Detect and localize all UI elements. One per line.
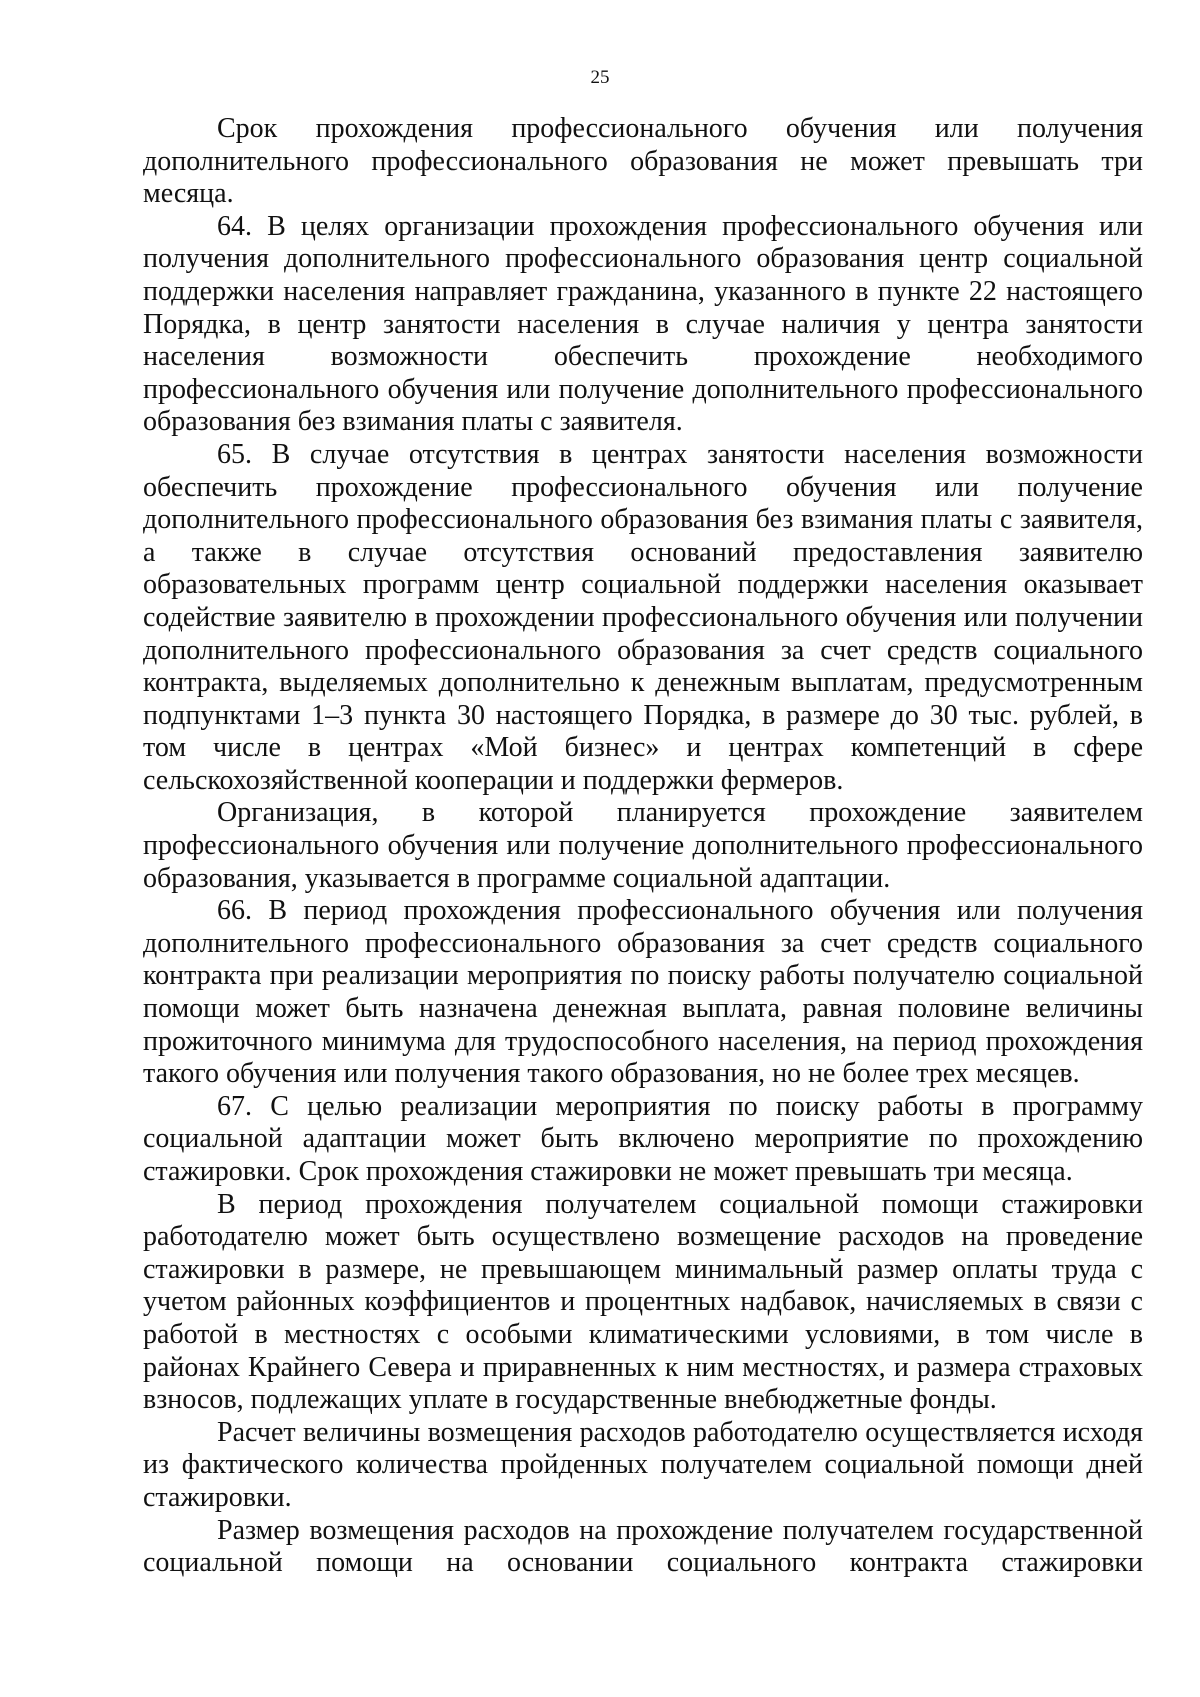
- paragraph-67: 67. С целью реализации мероприятия по поиску работы в программу социальной адаптации может быть включено мероприятие по прохождению стажировки. Срок прохождения стажировки не может превышать три месяца.: [143, 1090, 1143, 1187]
- paragraph-employer-reimbursement: В период прохождения получателем социальной помощи стажировки работодателю может быть осуществлено возмещение расходов на проведение стажировки в размере, не превышающем минимальный размер оплаты труда с учетом районных коэффициентов и процентных надбавок, начисляемых в связи с работой в местностях с особыми климатическими условиями, в том числе в районах Крайнего Севера и приравненных к ним местностях, и размера страховых взносов, подлежащих уплате в государственные внебюджетные фонды.: [143, 1188, 1143, 1416]
- document-body: [143, 113, 1143, 1580]
- paragraph-65: 65. В случае отсутствия в центрах занятости населения возможности обеспечить прохождение профессионального обучения или получение дополнительного профессионального образования без взимания платы с заявителя, а также в случае отсутствия оснований предоставления заявителю образовательных программ центр социальной поддержки населения оказывает содействие заявителю в прохождении профессионального обучения или получении дополнительного профессионального образования за счет средств социального контракта, выделяемых дополнительно к денежным выплатам, предусмотренным подпунктами 1–3 пункта 30 настоящего Порядка, в размере до 30 тыс. рублей, в том числе в центрах «Мой бизнес» и центрах компетенций в сфере сельскохозяйственной кооперации и поддержки фермеров.: [143, 438, 1143, 796]
- paragraph-training-duration: Срок прохождения профессионального обучения или получения дополнительного профессионального образования не может превышать три месяца.: [143, 113, 1143, 210]
- paragraph-organization: Организация, в которой планируется прохождение заявителем профессионального обучения или получение дополнительного профессионального образования, указывается в программе социальной адаптации.: [143, 797, 1143, 894]
- paragraph-64: 64. В целях организации прохождения профессионального обучения или получения дополнительного профессионального образования центр социальной поддержки населения направляет гражданина, указанного в пункте 22 настоящего Порядка, в центр занятости населения в случае наличия у центра занятости населения возможности обеспечить прохождение необходимого профессионального обучения или получение дополнительного профессионального образования без взимания платы с заявителя.: [143, 210, 1143, 438]
- paragraph-66: 66. В период прохождения профессионального обучения или получения дополнительного профессионального образования за счет средств социального контракта при реализации мероприятия по поиску работы получателю социальной помощи может быть назначена денежная выплата, равная половине величины прожиточного минимума для трудоспособного населения, на период прохождения такого обучения или получения такого образования, но не более трех месяцев.: [143, 895, 1143, 1090]
- page-number: 25: [590, 67, 610, 88]
- paragraph-reimbursement-amount: Размер возмещения расходов на прохождение получателем государственной социальной помощи на основании социального контракта стажировки: [143, 1514, 1143, 1579]
- paragraph-reimbursement-calculation: Расчет величины возмещения расходов работодателю осуществляется исходя из фактического количества пройденных получателем социальной помощи дней стажировки.: [143, 1416, 1143, 1513]
